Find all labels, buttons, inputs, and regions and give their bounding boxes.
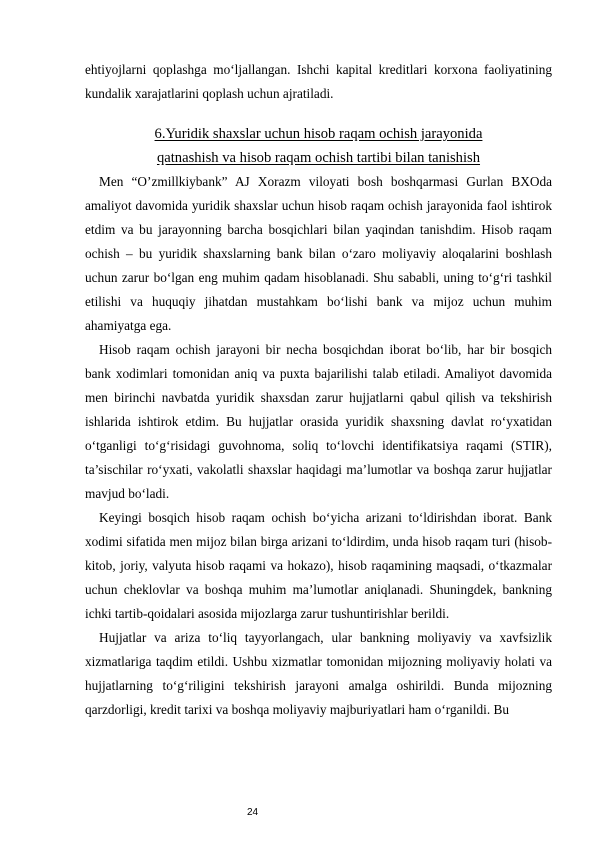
body-paragraph-3: Keyingi bosqich hisob raqam ochish bo‘yicha arizani to‘ldirishdan iborat. Bank xodimi sifatida men mijoz bilan birga arizani to‘ldirdim, unda hisob raqam turi (hisob-kitob, joriy, valyuta hisob raqami va hokazo), hisob raqamining maqsadi, o‘tkazmalar uchun cheklovlar va boshqa muhim ma’lumotlar aniqlanadi. Shuningdek, bankning ichki tartib-qoidalari asosida mijozlarga zarur tushuntirishlar berildi.	[85, 510, 552, 621]
body-paragraph-1: Men “O’zmillkiybank” AJ Xorazm viloyati bosh boshqarmasi Gurlan BXOda amaliyot davomida yuridik shaxslar uchun hisob raqam ochish jarayonida faol ishtirok etdim va bu jarayonning barcha bosqichlari bilan yaqindan tanishdim. Hisob raqam ochish – bu yuridik shaxslarning bank bilan o‘zaro moliyaviy aloqalarini boshlash uchun zarur bo‘lgan eng muhim qadam hisoblanadi. Shu sababli, uning to‘g‘ri tashkil etilishi va huquqiy jihatdan mustahkam bo‘lishi bank va mijoz uchun muhim ahamiyatga ega.	[85, 174, 552, 333]
section-heading	[85, 122, 552, 170]
body-paragraph-2: Hisob raqam ochish jarayoni bir necha bosqichdan iborat bo‘lib, har bir bosqich bank xodimlari tomonidan aniq va puxta bajarilishi talab etiladi. Amaliyot davomida men birinchi navbatda yuridik shaxsdan zarur hujjatlarni qabul qilish va tekshirish ishlarida ishtirok etdim. Bu hujjatlar orasida yuridik shaxsning davlat ro‘yxatidan o‘tganligi to‘g‘risidagi guvohnoma, soliq to‘lovchi identifikatsiya raqami (STIR), ta’sischilar ro‘yxati, vakolatli shaxslar haqidagi ma’lumotlar va boshqa zarur hujjatlar mavjud bo‘ladi.	[85, 342, 552, 501]
page-number: 24	[246, 807, 259, 818]
section-heading-line-1: 6.Yuridik shaxslar uchun hisob raqam ochish jarayonida	[154, 126, 483, 142]
section-heading-line-2: qatnashish va hisob raqam ochish tartibi bilan tanishish	[156, 150, 481, 166]
body-paragraph-4: Hujjatlar va ariza to‘liq tayyorlangach, ular bankning moliyaviy va xavfsizlik xizmatlariga taqdim etildi. Ushbu xizmatlar tomonidan mijozning moliyaviy holati va hujjatlarning to‘g‘riligini tekshirish jarayoni amalga oshirildi. Bunda mijozning qarzdorligi, kredit tarixi va boshqa moliyaviy majburiyatlari ham o‘rganildi. Bu	[85, 630, 552, 717]
intro-paragraph: ehtiyojlarni qoplashga mo‘ljallangan. Ishchi kapital kreditlari korxona faoliyatining kundalik xarajatlarini qoplash uchun ajratiladi.	[85, 62, 552, 101]
document-body	[85, 58, 552, 722]
